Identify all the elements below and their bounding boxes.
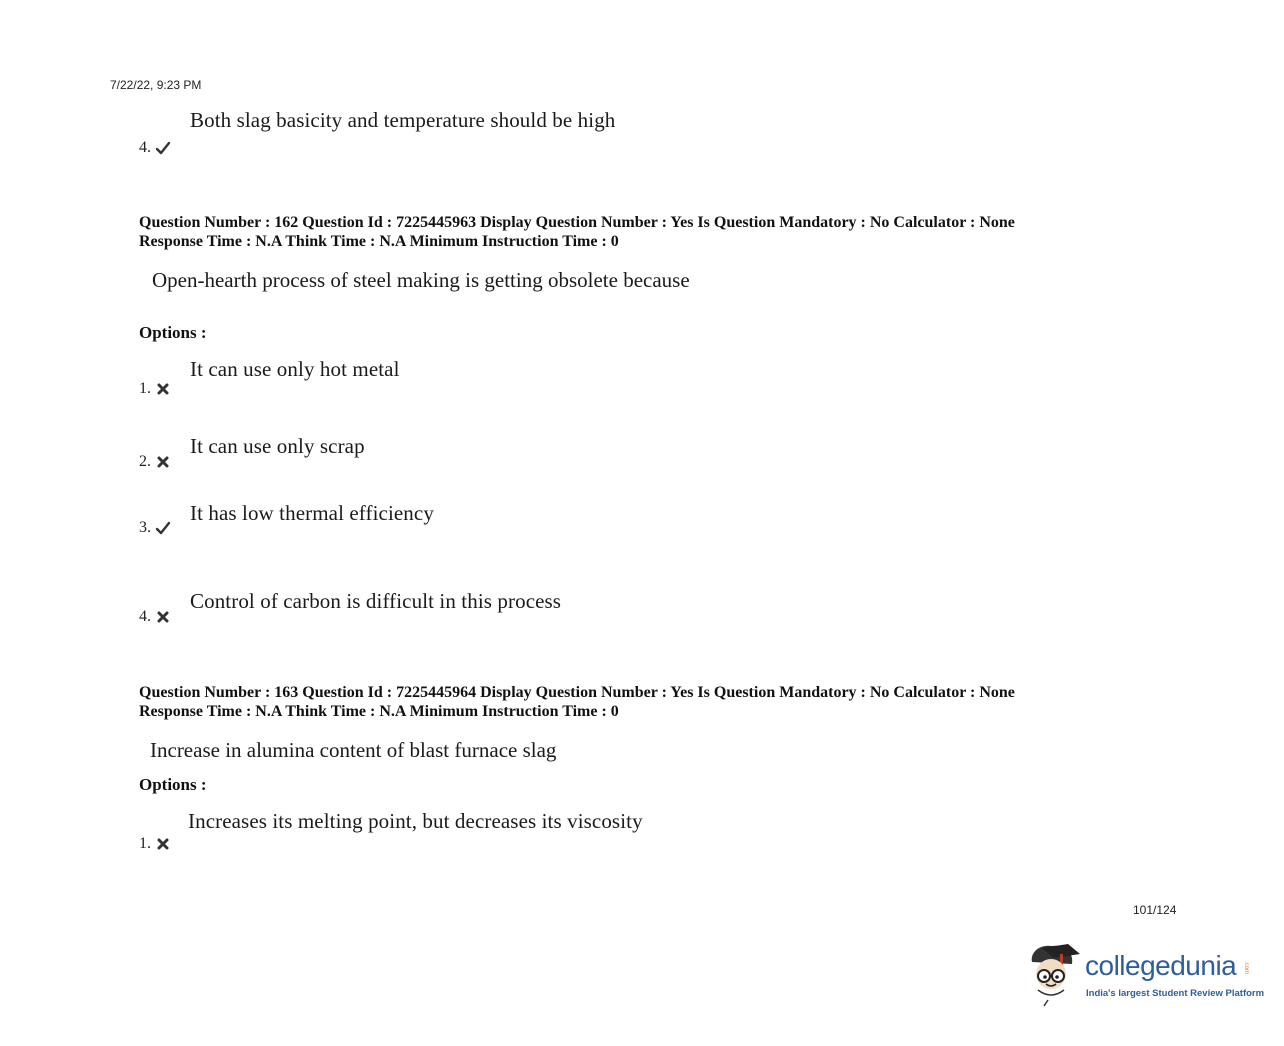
question-meta — [139, 213, 1015, 251]
option-text: Both slag basicity and temperature should be high — [190, 108, 616, 132]
option-index: 1. — [139, 380, 151, 397]
option-text: Control of carbon is difficult in this process — [190, 589, 562, 613]
question-text: Open-hearth process of steel making is getting obsolete because — [152, 268, 690, 292]
logo-suffix: .com — [1243, 961, 1249, 975]
cross-icon — [155, 609, 171, 625]
options-label: Options : — [139, 323, 207, 342]
option-text: It has low thermal efficiency — [190, 501, 434, 525]
cross-icon — [155, 836, 171, 852]
option-index: 1. — [139, 835, 151, 852]
option-text: Increases its melting point, but decreases its viscosity — [188, 809, 643, 833]
question-meta — [139, 683, 1015, 721]
option-number — [139, 380, 171, 398]
page-number: 101/124 — [1133, 903, 1177, 917]
option-number — [139, 453, 171, 471]
options-label: Options : — [139, 775, 207, 794]
check-icon — [155, 520, 171, 536]
question-meta-line1: Question Number : 163 Question Id : 7225445964 Display Question Number : Yes Is Question Mandatory : No Calculator : None — [139, 684, 1015, 701]
option-number — [139, 835, 171, 853]
question-text: Increase in alumina content of blast furnace slag — [150, 738, 557, 762]
check-icon — [155, 140, 171, 156]
question-meta-line2: Response Time : N.A Think Time : N.A Minimum Instruction Time : 0 — [139, 233, 619, 250]
option-text: It can use only scrap — [190, 434, 365, 458]
mascot-icon — [1024, 940, 1084, 1010]
cross-icon — [155, 454, 171, 470]
option-index: 3. — [139, 519, 151, 536]
option-text: It can use only hot metal — [190, 357, 400, 381]
option-number — [139, 608, 171, 626]
question-meta-line2: Response Time : N.A Think Time : N.A Minimum Instruction Time : 0 — [139, 703, 619, 720]
option-number — [139, 139, 171, 157]
option-index: 4. — [139, 139, 151, 156]
option-number — [139, 519, 171, 537]
question-meta-line1: Question Number : 162 Question Id : 7225445963 Display Question Number : Yes Is Question Mandatory : No Calculator : None — [139, 214, 1015, 231]
option-index: 2. — [139, 453, 151, 470]
logo-tagline: India's largest Student Review Platform — [1086, 988, 1265, 999]
collegedunia-logo — [1024, 940, 1265, 1012]
logo-wordmark: collegedunia — [1085, 950, 1237, 981]
print-timestamp: 7/22/22, 9:23 PM — [110, 78, 202, 92]
option-index: 4. — [139, 608, 151, 625]
cross-icon — [155, 381, 171, 397]
